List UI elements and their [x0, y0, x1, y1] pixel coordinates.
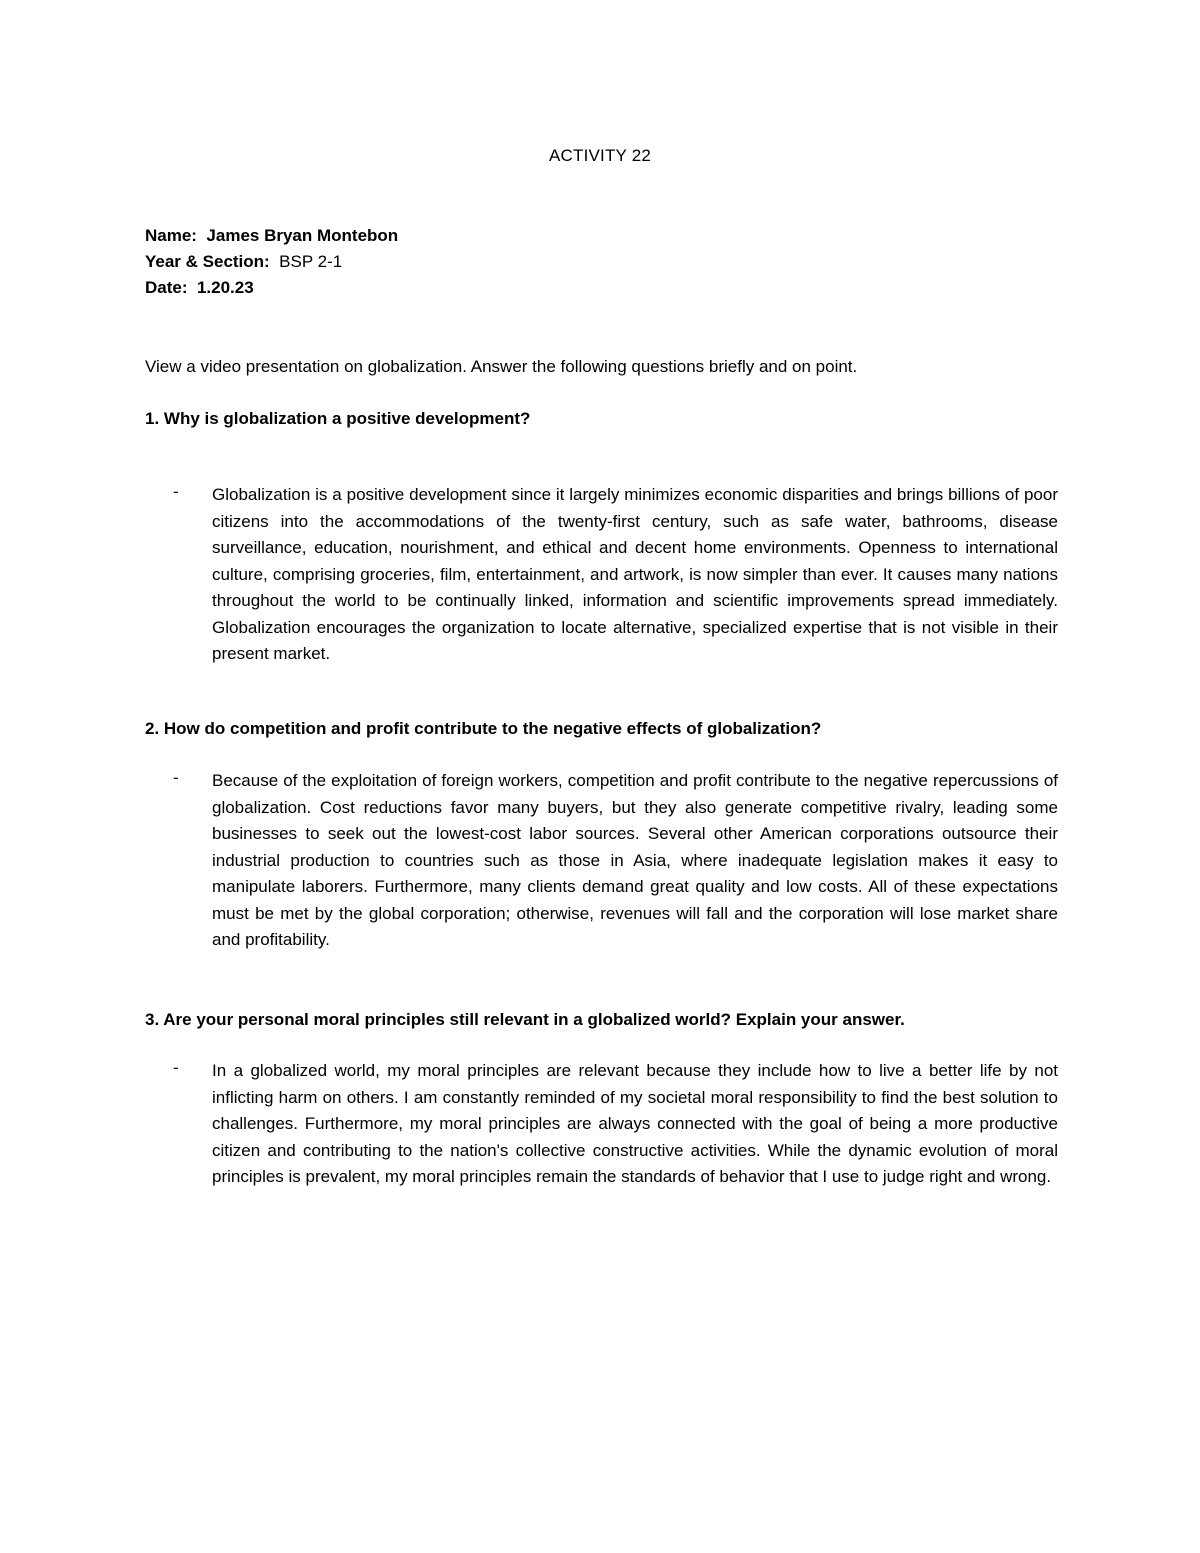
- date-label: Date:: [145, 278, 188, 297]
- question-2: 2. How do competition and profit contribute to the negative effects of globalization?: [145, 719, 822, 738]
- year-section-value: BSP 2-1: [279, 252, 343, 271]
- year-section-line: [145, 252, 342, 272]
- student-name-line: [145, 226, 398, 246]
- question-1: 1. Why is globalization a positive development?: [145, 409, 531, 428]
- answer-3: In a globalized world, my moral principles are relevant because they include how to live a better life by not inflicting harm on others. I am constantly reminded of my societal moral responsibility to find the best solution to challenges. Furthermore, my moral principles are always connected with the goal of being a more productive citizen and contributing to the nation's collective constructive activities. While the dynamic evolution of moral principles is prevalent, my moral principles remain the standards of behavior that I use to judge right and wrong.: [212, 1061, 1058, 1186]
- instructions-text: View a video presentation on globalization. Answer the following questions briefly and on point.: [145, 357, 858, 376]
- answer-2: Because of the exploitation of foreign workers, competition and profit contribute to the negative repercussions of globalization. Cost reductions favor many buyers, but they also generate competitive rivalry, leading some businesses to seek out the lowest-cost labor sources. Several other American corporations outsource their industrial production to countries such as those in Asia, where inadequate legislation makes it easy to manipulate laborers. Furthermore, many clients demand great quality and low costs. All of these expectations must be met by the global corporation; otherwise, revenues will fall and the corporation will lose market share and profitability.: [212, 771, 1058, 949]
- bullet-dash: -: [173, 768, 179, 787]
- year-section-label: Year & Section:: [145, 252, 270, 271]
- name-label: Name:: [145, 226, 197, 245]
- name-value: James Bryan Montebon: [206, 226, 399, 245]
- question-3: 3. Are your personal moral principles still relevant in a globalized world? Explain your answer.: [145, 1010, 905, 1029]
- bullet-dash: -: [173, 1058, 179, 1077]
- document-title: ACTIVITY 22: [548, 146, 652, 165]
- answer-1: Globalization is a positive development since it largely minimizes economic disparities and brings billions of poor citizens into the accommodations of the twenty-first century, such as safe water, bathrooms, disease surveillance, education, nourishment, and ethical and decent home environments. Openness to international culture, comprising groceries, film, entertainment, and artwork, is now simpler than ever. It causes many nations throughout the world to be continually linked, information and scientific improvements spread immediately. Globalization encourages the organization to locate alternative, specialized expertise that is not visible in their present market.: [212, 485, 1058, 663]
- date-value: 1.20.23: [196, 278, 254, 297]
- date-line: [145, 278, 254, 298]
- bullet-dash: -: [173, 482, 179, 501]
